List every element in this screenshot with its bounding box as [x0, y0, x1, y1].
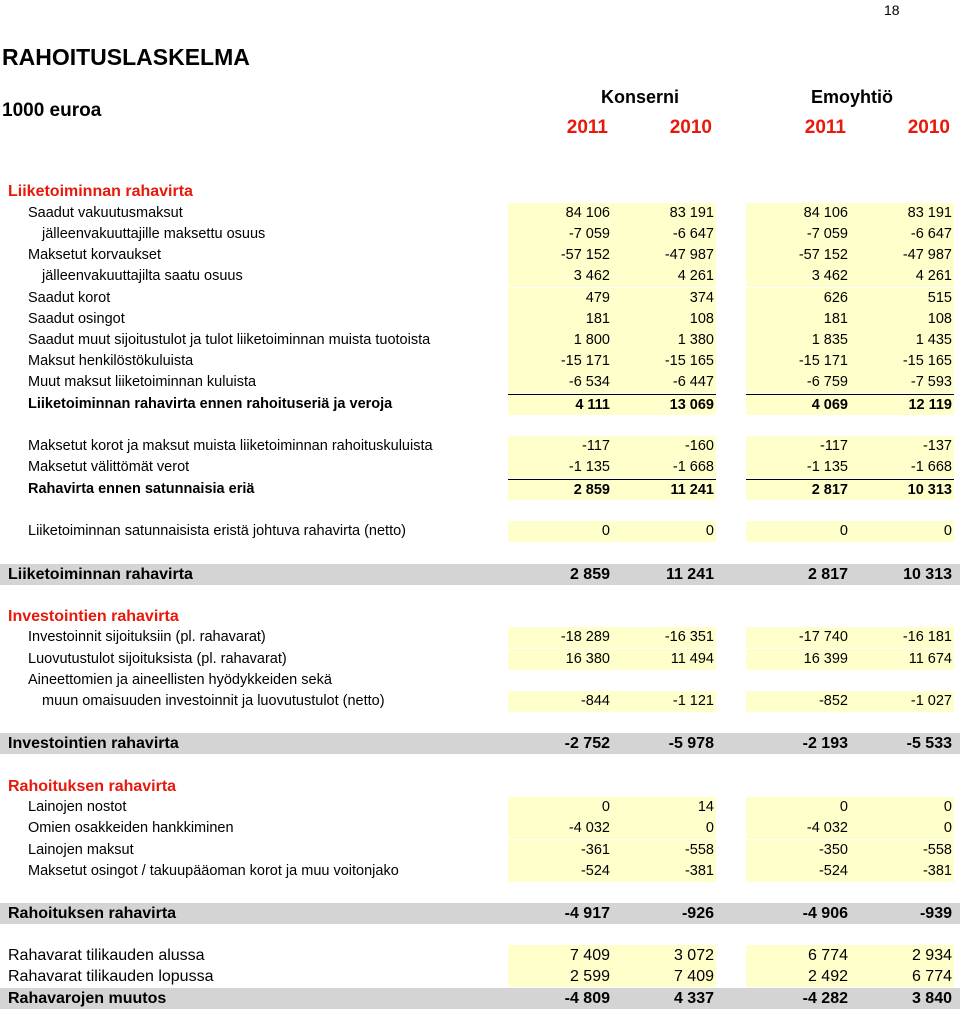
- row-label: Liiketoiminnan rahavirta: [8, 183, 193, 200]
- table-row: [0, 266, 960, 287]
- row-value: -160: [612, 436, 716, 457]
- row-value: 0: [746, 797, 850, 818]
- table-row: [0, 394, 960, 415]
- row-value: 2 599: [508, 966, 612, 987]
- year-label: 2010: [669, 117, 712, 138]
- table-row: [0, 606, 960, 627]
- row-value: 0: [850, 797, 954, 818]
- table-row: [0, 945, 960, 966]
- row-value: 108: [612, 309, 716, 330]
- group-label-konserni: Konserni: [600, 87, 679, 107]
- row-value: -2 752: [564, 735, 610, 752]
- row-value: 479: [508, 288, 612, 309]
- row-value: 4 069: [746, 394, 850, 415]
- row-value: -7 059: [746, 224, 850, 245]
- row-label: Rahavarat tilikauden alussa: [8, 947, 205, 964]
- row-label: jälleenvakuuttajilta saatu osuus: [42, 268, 243, 284]
- row-label: Rahavarat tilikauden lopussa: [8, 968, 214, 985]
- row-value: -4 282: [802, 990, 848, 1007]
- row-value: 0: [612, 818, 716, 839]
- row-value: 4 337: [673, 990, 714, 1007]
- row-value: 374: [612, 288, 716, 309]
- row-label: Maksetut välittömät verot: [28, 459, 190, 475]
- table-row: [0, 966, 960, 987]
- table-row: [0, 649, 960, 670]
- row-value: -47 987: [612, 245, 716, 266]
- row-value: 2 817: [807, 566, 848, 583]
- row-value: 3 840: [911, 990, 952, 1007]
- row-label: jälleenvakuuttajille maksettu osuus: [42, 226, 266, 242]
- row-value: -7 059: [508, 224, 612, 245]
- table-row: [0, 670, 960, 691]
- row-value: -15 171: [746, 351, 850, 372]
- row-value: -381: [612, 861, 716, 882]
- table-row: [0, 203, 960, 224]
- row-value: -1 027: [850, 691, 954, 712]
- row-value: 0: [746, 521, 850, 542]
- table-row: [0, 733, 960, 754]
- row-value: -844: [508, 691, 612, 712]
- row-label: Saadut korot: [28, 290, 111, 306]
- table-row: [0, 351, 960, 372]
- row-value: 108: [850, 309, 954, 330]
- row-value: -57 152: [508, 245, 612, 266]
- row-value: -5 978: [668, 735, 714, 752]
- row-label: Saadut osingot: [28, 311, 125, 327]
- row-label: Rahoituksen rahavirta: [8, 905, 177, 922]
- row-value: -1 668: [850, 457, 954, 478]
- table-row: [0, 903, 960, 924]
- row-value: -350: [746, 840, 850, 861]
- row-value: -117: [508, 436, 612, 457]
- row-value: 6 774: [746, 945, 850, 966]
- row-value: -939: [919, 905, 952, 922]
- row-label: Saadut vakuutusmaksut: [28, 205, 183, 221]
- row-value: -5 533: [906, 735, 952, 752]
- table-row: [0, 457, 960, 478]
- row-value: 181: [508, 309, 612, 330]
- row-value: 0: [612, 521, 716, 542]
- row-value: 515: [850, 288, 954, 309]
- row-value: -1 135: [746, 457, 850, 478]
- row-value: 12 119: [850, 394, 954, 415]
- table-row: [0, 372, 960, 393]
- table-row: [0, 245, 960, 266]
- row-label: Lainojen maksut: [28, 842, 134, 858]
- year-label: 2010: [907, 117, 950, 138]
- row-value: -57 152: [746, 245, 850, 266]
- row-value: 83 191: [850, 203, 954, 224]
- row-value: 2 859: [508, 479, 612, 500]
- row-label: Maksut henkilöstökuluista: [28, 353, 194, 369]
- row-value: 0: [508, 521, 612, 542]
- row-value: 0: [850, 818, 954, 839]
- row-label: Aineettomien ja aineellisten hyödykkeiden sekä: [28, 672, 332, 688]
- row-value: 2 934: [850, 945, 954, 966]
- row-value: -524: [508, 861, 612, 882]
- row-value: -4 032: [746, 818, 850, 839]
- table-row: [0, 627, 960, 648]
- row-value: 10 313: [903, 566, 952, 583]
- row-value: 11 494: [612, 649, 716, 670]
- row-value: -137: [850, 436, 954, 457]
- row-value: -6 759: [746, 372, 850, 393]
- table-row: [0, 564, 960, 585]
- row-value: 1 800: [508, 330, 612, 351]
- row-value: -381: [850, 861, 954, 882]
- row-value: 16 380: [508, 649, 612, 670]
- table-row: [0, 330, 960, 351]
- row-value: -4 032: [508, 818, 612, 839]
- row-value: 83 191: [612, 203, 716, 224]
- row-label: Lainojen nostot: [28, 799, 127, 815]
- row-value: 4 111: [508, 394, 612, 415]
- table-row: [0, 479, 960, 500]
- table-row: [0, 436, 960, 457]
- row-value: -524: [746, 861, 850, 882]
- row-value: -4 809: [564, 990, 610, 1007]
- row-value: 84 106: [746, 203, 850, 224]
- year-label: 2011: [566, 117, 608, 138]
- row-label: Luovutustulot sijoituksista (pl. rahavarat): [28, 651, 287, 667]
- row-value: 7 409: [508, 945, 612, 966]
- row-value: 16 399: [746, 649, 850, 670]
- row-value: -1 121: [612, 691, 716, 712]
- row-value: -4 906: [802, 905, 848, 922]
- row-value: -2 193: [802, 735, 848, 752]
- table-row: [0, 181, 960, 202]
- row-value: -15 171: [508, 351, 612, 372]
- row-value: 7 409: [612, 966, 716, 987]
- row-value: 4 261: [612, 266, 716, 287]
- row-value: -16 351: [612, 627, 716, 648]
- row-value: -6 647: [850, 224, 954, 245]
- row-value: 2 859: [569, 566, 610, 583]
- row-label: Omien osakkeiden hankkiminen: [28, 820, 234, 836]
- row-value: 4 261: [850, 266, 954, 287]
- row-label: Saadut muut sijoitustulot ja tulot liiketoiminnan muista tuotoista: [28, 332, 431, 348]
- table-row: [0, 797, 960, 818]
- table-row: [0, 691, 960, 712]
- row-value: -6 647: [612, 224, 716, 245]
- row-value: -926: [681, 905, 714, 922]
- row-value: 1 380: [612, 330, 716, 351]
- row-value: -7 593: [850, 372, 954, 393]
- row-value: 3 462: [508, 266, 612, 287]
- row-label: Investoinnit sijoituksiin (pl. rahavarat): [28, 629, 266, 645]
- row-value: 84 106: [508, 203, 612, 224]
- row-value: 626: [746, 288, 850, 309]
- row-value: 0: [508, 797, 612, 818]
- row-value: 1 435: [850, 330, 954, 351]
- row-label: Muut maksut liiketoiminnan kuluista: [28, 374, 257, 390]
- table-row: [0, 224, 960, 245]
- row-value: -361: [508, 840, 612, 861]
- row-value: -6 534: [508, 372, 612, 393]
- row-value: -558: [612, 840, 716, 861]
- row-value: 2 492: [746, 966, 850, 987]
- row-label: Rahoituksen rahavirta: [8, 778, 177, 795]
- table-row: [0, 861, 960, 882]
- row-label: Rahavarojen muutos: [8, 990, 167, 1007]
- row-value: -4 917: [564, 905, 610, 922]
- row-value: 1 835: [746, 330, 850, 351]
- unit-label: 1000 euroa: [2, 100, 102, 121]
- table-row: [0, 776, 960, 797]
- table-row: [0, 309, 960, 330]
- row-value: -1 135: [508, 457, 612, 478]
- row-value: 6 774: [850, 966, 954, 987]
- group-label-emoyhtio: Emoyhtiö: [810, 87, 893, 107]
- page-number: 18: [884, 2, 900, 18]
- row-value: -17 740: [746, 627, 850, 648]
- row-value: 10 313: [850, 479, 954, 500]
- row-label: Liiketoiminnan rahavirta: [8, 566, 193, 583]
- row-value: 11 674: [850, 649, 954, 670]
- row-value: -1 668: [612, 457, 716, 478]
- row-value: 2 817: [746, 479, 850, 500]
- table-row: [0, 818, 960, 839]
- row-label: Rahavirta ennen satunnaisia eriä: [28, 481, 255, 497]
- row-value: -15 165: [850, 351, 954, 372]
- row-label: Investointien rahavirta: [8, 608, 179, 625]
- row-label: Maksetut korot ja maksut muista liiketoiminnan rahoituskuluista: [28, 438, 433, 454]
- row-value: 13 069: [612, 394, 716, 415]
- row-value: -18 289: [508, 627, 612, 648]
- row-label: Maksetut korvaukset: [28, 247, 161, 263]
- row-value: 3 462: [746, 266, 850, 287]
- table-row: [0, 288, 960, 309]
- row-value: -15 165: [612, 351, 716, 372]
- row-label: muun omaisuuden investoinnit ja luovutustulot (netto): [42, 693, 385, 709]
- table-row: [0, 988, 960, 1009]
- row-value: 3 072: [612, 945, 716, 966]
- row-value: -852: [746, 691, 850, 712]
- row-value: 181: [746, 309, 850, 330]
- table-row: [0, 840, 960, 861]
- document-title: RAHOITUSLASKELMA: [2, 44, 250, 70]
- row-value: 11 241: [665, 566, 714, 583]
- row-label: Liiketoiminnan satunnaisista eristä johtuva rahavirta (netto): [28, 523, 407, 539]
- row-value: 0: [850, 521, 954, 542]
- row-value: 11 241: [612, 479, 716, 500]
- row-value: 14: [612, 797, 716, 818]
- year-label: 2011: [804, 117, 846, 138]
- row-value: -6 447: [612, 372, 716, 393]
- row-value: -16 181: [850, 627, 954, 648]
- table-row: [0, 521, 960, 542]
- row-label: Liiketoiminnan rahavirta ennen rahoituseriä ja veroja: [28, 396, 393, 412]
- row-label: Investointien rahavirta: [8, 735, 179, 752]
- row-value: -117: [746, 436, 850, 457]
- row-value: -47 987: [850, 245, 954, 266]
- row-value: -558: [850, 840, 954, 861]
- row-label: Maksetut osingot / takuupääoman korot ja muu voitonjako: [28, 863, 399, 879]
